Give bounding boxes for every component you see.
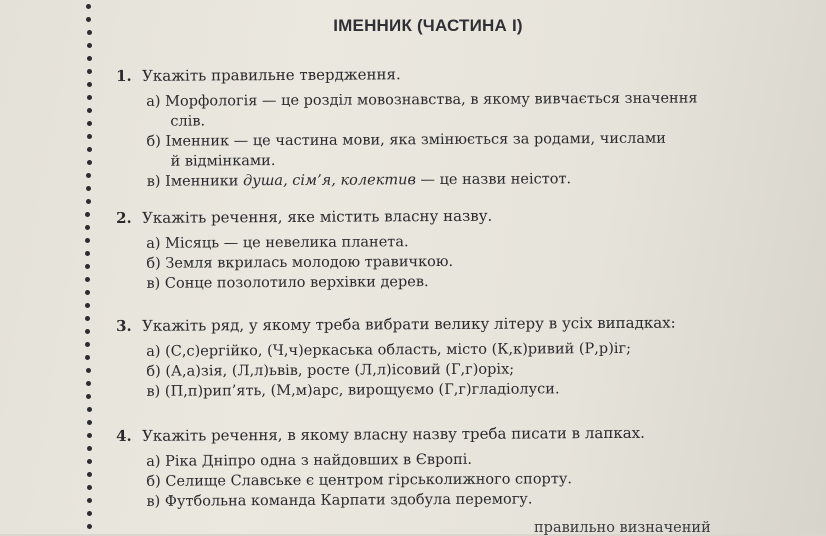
binding-hole: [85, 264, 90, 269]
binding-hole: [87, 43, 92, 48]
binding-hole: [85, 277, 90, 282]
binding-hole: [87, 95, 92, 100]
binding-hole: [85, 238, 90, 243]
question-number: 3.: [116, 316, 132, 335]
binding-hole: [87, 459, 92, 464]
binding-hole: [87, 407, 92, 412]
option-b: б) Земля вкрилась молодою травичкою.: [146, 253, 454, 272]
question-text: Укажіть речення, в якому власну назву треба писати в лапках.: [142, 423, 645, 445]
option-b: б) Селище Славське є центром гірськолижного спорту.: [146, 471, 573, 490]
binding-hole: [87, 134, 92, 139]
answer-options: [146, 230, 766, 294]
option-c: в) (П,п)рип’ять, (М,м)арс, вирощуємо (Г,г)гладіолуси.: [146, 381, 560, 400]
option-a: а) Морфологія — це розділ мовознавства, в якому вивчається значення: [146, 90, 698, 110]
option-a: а) (С,с)ергійко, (Ч,ч)еркаська область, місто (К,к)ривий (Р,р)іг;: [146, 340, 632, 360]
question-text: Укажіть правильне твердження.: [142, 65, 401, 85]
binding-hole: [87, 433, 92, 438]
binding-hole: [87, 82, 92, 87]
option-c: в) Футбольна команда Карпати здобула перемогу.: [146, 491, 533, 510]
binding-hole: [87, 511, 92, 516]
question-number: 1.: [116, 66, 132, 85]
option-c: [147, 168, 767, 192]
question-2: [116, 204, 767, 294]
binding-hole: [87, 69, 92, 74]
binding-hole: [85, 342, 90, 347]
option-c: в) Сонце позолотило верхівки дерев.: [146, 274, 429, 292]
binding-hole: [85, 290, 90, 295]
binding-hole: [86, 173, 91, 178]
question-3: [116, 312, 767, 402]
binding-hole: [87, 485, 92, 490]
binding-hole: [87, 420, 92, 425]
question-number: 2.: [116, 208, 132, 227]
binding-hole: [86, 368, 91, 373]
binding-hole: [86, 4, 91, 9]
cut-off-text: правильно визначений: [534, 520, 711, 536]
binding-hole: [86, 394, 91, 399]
binding-hole: [86, 381, 91, 386]
option-b-continued: й відмінками.: [170, 153, 276, 170]
binding-hole: [85, 355, 90, 360]
binding-hole: [85, 212, 90, 217]
binding-hole: [87, 524, 92, 529]
option-b: б) Іменник — це частина мови, яка змінюється за родами, числами: [146, 130, 666, 150]
binding-hole: [85, 329, 90, 334]
option-c-suffix: — це назви неістот.: [415, 171, 572, 189]
binding-hole: [87, 472, 92, 477]
binding-hole: [85, 225, 90, 230]
answer-options: [146, 338, 766, 402]
option-a-continued: слів.: [170, 113, 206, 130]
question-text: Укажіть ряд, у якому треба вибрати велику літеру в усіх випадках:: [142, 313, 676, 335]
option-b: б) (А,а)зія, (Л,л)ьвів, росте (Л,л)ісовий (Г,г)оріх;: [146, 361, 515, 380]
binding-hole: [86, 186, 91, 191]
option-a: а) Місяць — це невелика планета.: [146, 234, 409, 252]
answer-options: [146, 448, 766, 512]
option-c-italic-words: душа, сім’я, колектив: [243, 172, 416, 190]
binding-hole: [85, 316, 90, 321]
binding-hole: [87, 108, 92, 113]
question-1: [116, 62, 767, 192]
binding-hole: [87, 56, 92, 61]
answer-options: [146, 88, 767, 192]
page-title: ІМЕННИК (ЧАСТИНА І): [333, 16, 523, 35]
question-4: [116, 422, 767, 512]
binding-hole: [87, 121, 92, 126]
binding-hole: [87, 446, 92, 451]
binding-hole: [87, 498, 92, 503]
binding-hole: [87, 160, 92, 165]
binding-hole: [86, 199, 91, 204]
binding-hole: [87, 147, 92, 152]
option-c-prefix: в) Іменники: [146, 173, 244, 190]
question-number: 4.: [116, 426, 132, 445]
binding-hole: [85, 251, 90, 256]
binding-hole: [85, 303, 90, 308]
option-a: а) Ріка Дніпро одна з найдовших в Європі.: [146, 451, 473, 470]
question-text: Укажіть речення, яке містить власну назву.: [142, 206, 493, 227]
binding-holes: [86, 0, 94, 534]
